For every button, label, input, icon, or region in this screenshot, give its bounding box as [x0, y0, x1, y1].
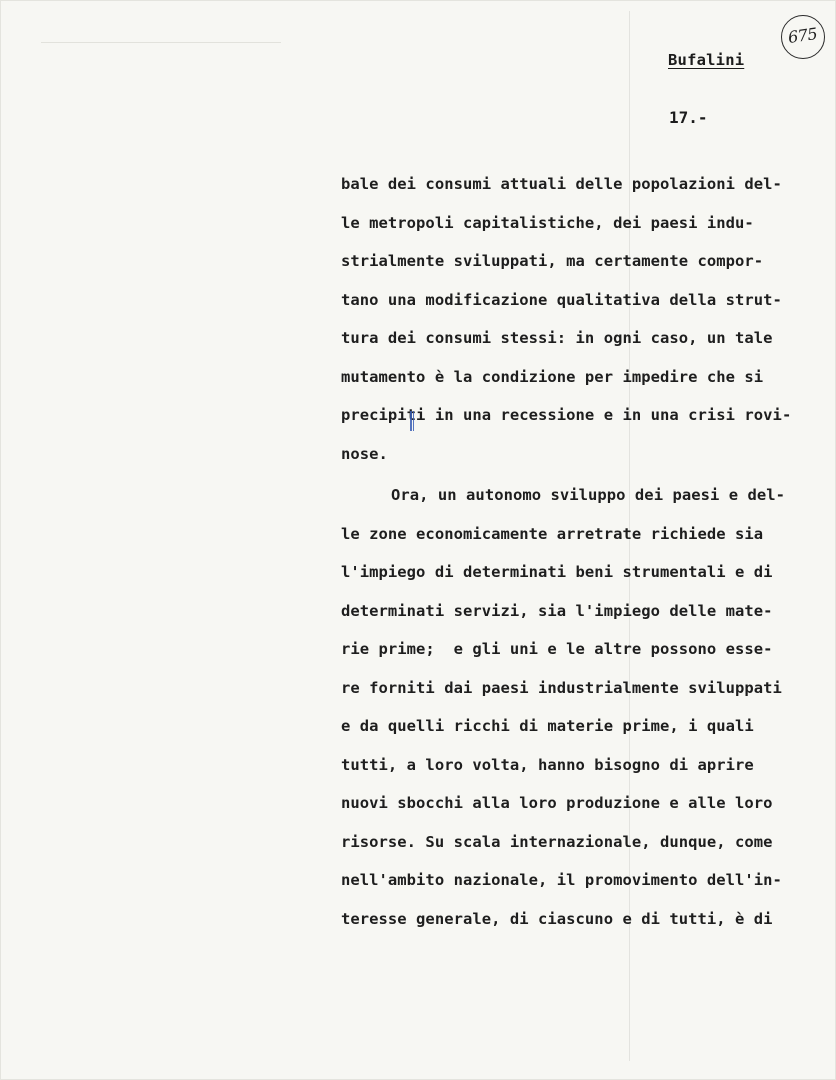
text-line: strialmente sviluppati, ma certamente compor-: [341, 252, 764, 270]
text-line: nose.: [341, 444, 388, 463]
text-line: re forniti dai paesi industrialmente sviluppati: [341, 678, 782, 697]
text-line: teresse generale, di ciascuno e di tutti, è di: [341, 909, 773, 928]
text-line: nell'ambito nazionale, il promovimento dell'in-: [341, 871, 782, 889]
archive-number: 675: [786, 24, 819, 47]
text-line: precipiti in una recessione e in una crisi rovi-: [341, 406, 792, 424]
text-line: e da quelli ricchi di materie prime, i quali: [341, 717, 754, 735]
text-line: tura dei consumi stessi: in ogni caso, un tale: [341, 329, 773, 347]
text-line: nuovi sbocchi alla loro produzione e alle loro: [341, 794, 773, 812]
archive-number-stamp: [781, 15, 825, 59]
text-line: le zone economicamente arretrate richiede sia: [341, 524, 764, 543]
page-number: 17.-: [669, 108, 708, 127]
author-heading: Bufalini: [668, 51, 745, 69]
text-line: bale dei consumi attuali delle popolazioni del-: [341, 175, 782, 193]
text-line: determinati servizi, sia l'impiego delle mate-: [341, 601, 773, 620]
text-line: l'impiego di determinati beni strumentali e di: [341, 563, 773, 581]
text-line: risorse. Su scala internazionale, dunque, come: [341, 832, 773, 851]
top-smudge: [41, 42, 281, 43]
handwritten-correction-mark: [410, 411, 414, 431]
text-line: tutti, a loro volta, hanno bisogno di aprire: [341, 755, 754, 774]
text-line: mutamento è la condizione per impedire che si: [341, 367, 764, 386]
text-line: tano una modificazione qualitativa della strut-: [341, 290, 782, 309]
text-line: rie prime; e gli uni e le altre possono esse-: [341, 640, 773, 658]
text-line: le metropoli capitalistiche, dei paesi indu-: [341, 213, 754, 232]
body-text: [341, 175, 821, 948]
text-line: Ora, un autonomo sviluppo dei paesi e del-: [391, 486, 786, 504]
